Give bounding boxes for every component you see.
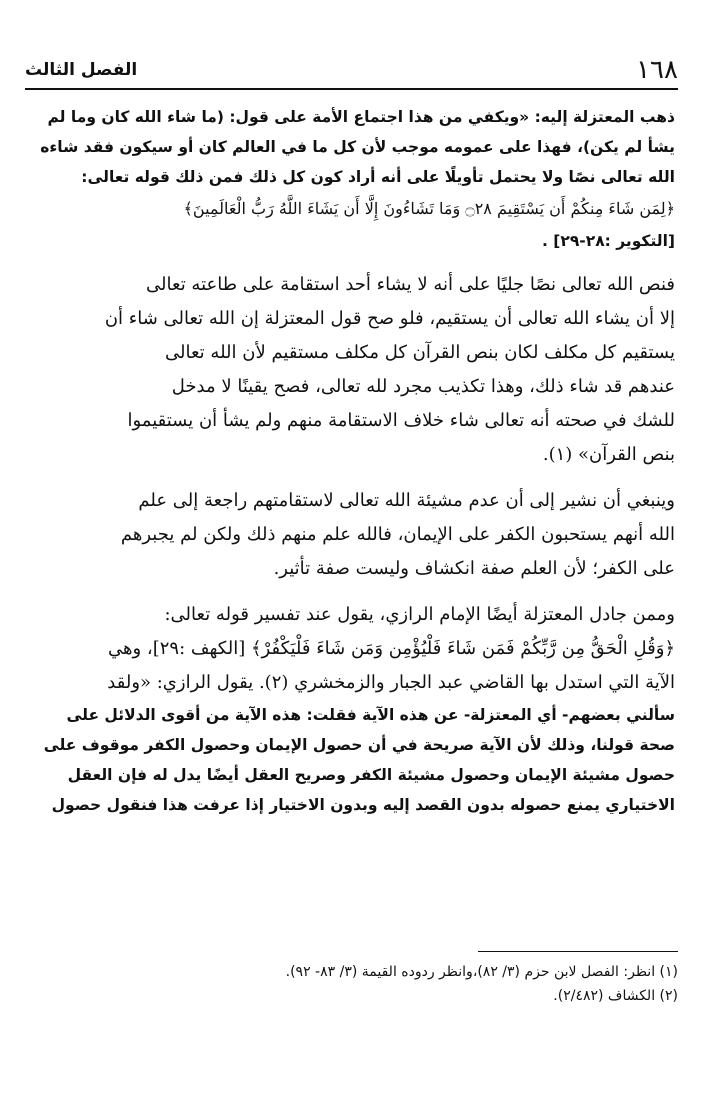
text-line: صحة قولنا، وذلك لأن الآية صريحة في أن حصول الإيمان وحصول الكفر موقوف على bbox=[43, 736, 675, 754]
paragraph bbox=[25, 226, 675, 256]
paragraph bbox=[25, 268, 675, 472]
text-line: الاختياري يمنع حصوله بدون القصد إليه وبدون الاختيار إذا عرفت هذا فنقول حصول bbox=[51, 796, 675, 814]
text-line: الآية التي استدل بها القاضي عبد الجبار والزمخشري (٢). يقول الرازي: «ولقد bbox=[107, 672, 675, 693]
text-line: الله تعالى نصًا ولا يحتمل تأويلًا على أنه أراد كون كل ذلك فمن ذلك قوله تعالى: bbox=[81, 168, 675, 186]
main-text bbox=[25, 102, 675, 820]
text-line: يشأ لم يكن)، فهذا على عمومه موجب لأن كل ما في العالم كان أو سيكون فقد شاءه bbox=[40, 138, 675, 156]
text-line: وينبغي أن نشير إلى أن عدم مشيئة الله تعالى لاستقامتهم راجعة إلى علم bbox=[138, 490, 675, 511]
text-line: على الكفر؛ لأن العلم صفة انكشاف وليست صفة تأثير. bbox=[273, 558, 675, 579]
chapter-title: الفصل الثالث bbox=[25, 60, 138, 80]
text-line: فنص الله تعالى نصًا جليًا على أنه لا يشاء أحد استقامة على طاعته تعالى bbox=[146, 274, 675, 295]
footnote-divider bbox=[478, 951, 678, 952]
text-line: إلا أن يشاء الله تعالى أن يستقيم، فلو صح قول المعتزلة إن الله تعالى شاء أن bbox=[104, 308, 675, 329]
text-line: عندهم قد شاء ذلك، وهذا تكذيب مجرد لله تعالى، فصح يقينًا لا مدخل bbox=[171, 376, 675, 397]
footnote-2: (٢) الكشاف (٢/٤٨٢). bbox=[553, 988, 678, 1004]
paragraph-gap bbox=[25, 256, 675, 268]
text-line: بنص القرآن» (١). bbox=[542, 444, 675, 465]
page-header bbox=[25, 52, 678, 90]
text-line: ﴿لِمَن شَاءَ مِنكُمْ أَن يَسْتَقِيمَ ۝٢٨ وَمَا تَشَاءُونَ إِلَّا أَن يَشَاءَ اللَّهُ رَبُّ الْعَالَمِينَ﴾ bbox=[183, 199, 675, 218]
text-line: [التكوير :٢٨-٢٩] . bbox=[542, 232, 675, 250]
page-number: ١٦٨ bbox=[636, 55, 678, 85]
paragraph bbox=[25, 700, 675, 820]
text-line: ﴿وَقُلِ الْحَقُّ مِن رَّبِّكُمْ فَمَن شَاءَ فَلْيُؤْمِن وَمَن شَاءَ فَلْيَكْفُرْ﴾ [الكهف :٢٩]، وهي bbox=[108, 638, 675, 659]
text-line: ذهب المعتزلة إليه: «ويكفي من هذا اجتماع الأمة على قول: (ما شاء الله كان وما لم bbox=[47, 108, 675, 126]
footnotes bbox=[25, 960, 678, 1008]
paragraph-gap bbox=[25, 472, 675, 484]
text-line: للشك في صحته أنه تعالى شاء خلاف الاستقامة منهم ولم يشأ أن يستقيموا bbox=[127, 410, 675, 431]
paragraph bbox=[25, 598, 675, 700]
text-line: وممن جادل المعتزلة أيضًا الإمام الرازي، يقول عند تفسير قوله تعالى: bbox=[164, 604, 675, 625]
footnote-1: (١) انظر: الفصل لابن حزم (٣/ ٨٢)،وانظر ردوده القيمة (٣/ ٨٣- ٩٢). bbox=[285, 964, 678, 980]
paragraph bbox=[25, 484, 675, 586]
text-line: يستقيم كل مكلف لكان بنص القرآن كل مكلف مستقيم لأن الله تعالى bbox=[165, 342, 675, 363]
text-line: سألني بعضهم- أي المعتزلة- عن هذه الآية فقلت: هذه الآية من أقوى الدلائل على bbox=[66, 706, 675, 724]
paragraph bbox=[25, 102, 675, 192]
paragraph-gap bbox=[25, 586, 675, 598]
quran-verse bbox=[25, 192, 675, 226]
text-line: حصول مشيئة الإيمان وحصول مشيئة الكفر وصريح العقل أيضًا يدل له فإن العقل bbox=[67, 766, 675, 784]
text-line: الله أنهم يستحبون الكفر على الإيمان، فالله علم منهم ذلك ولكن لم يجبرهم bbox=[120, 524, 675, 545]
